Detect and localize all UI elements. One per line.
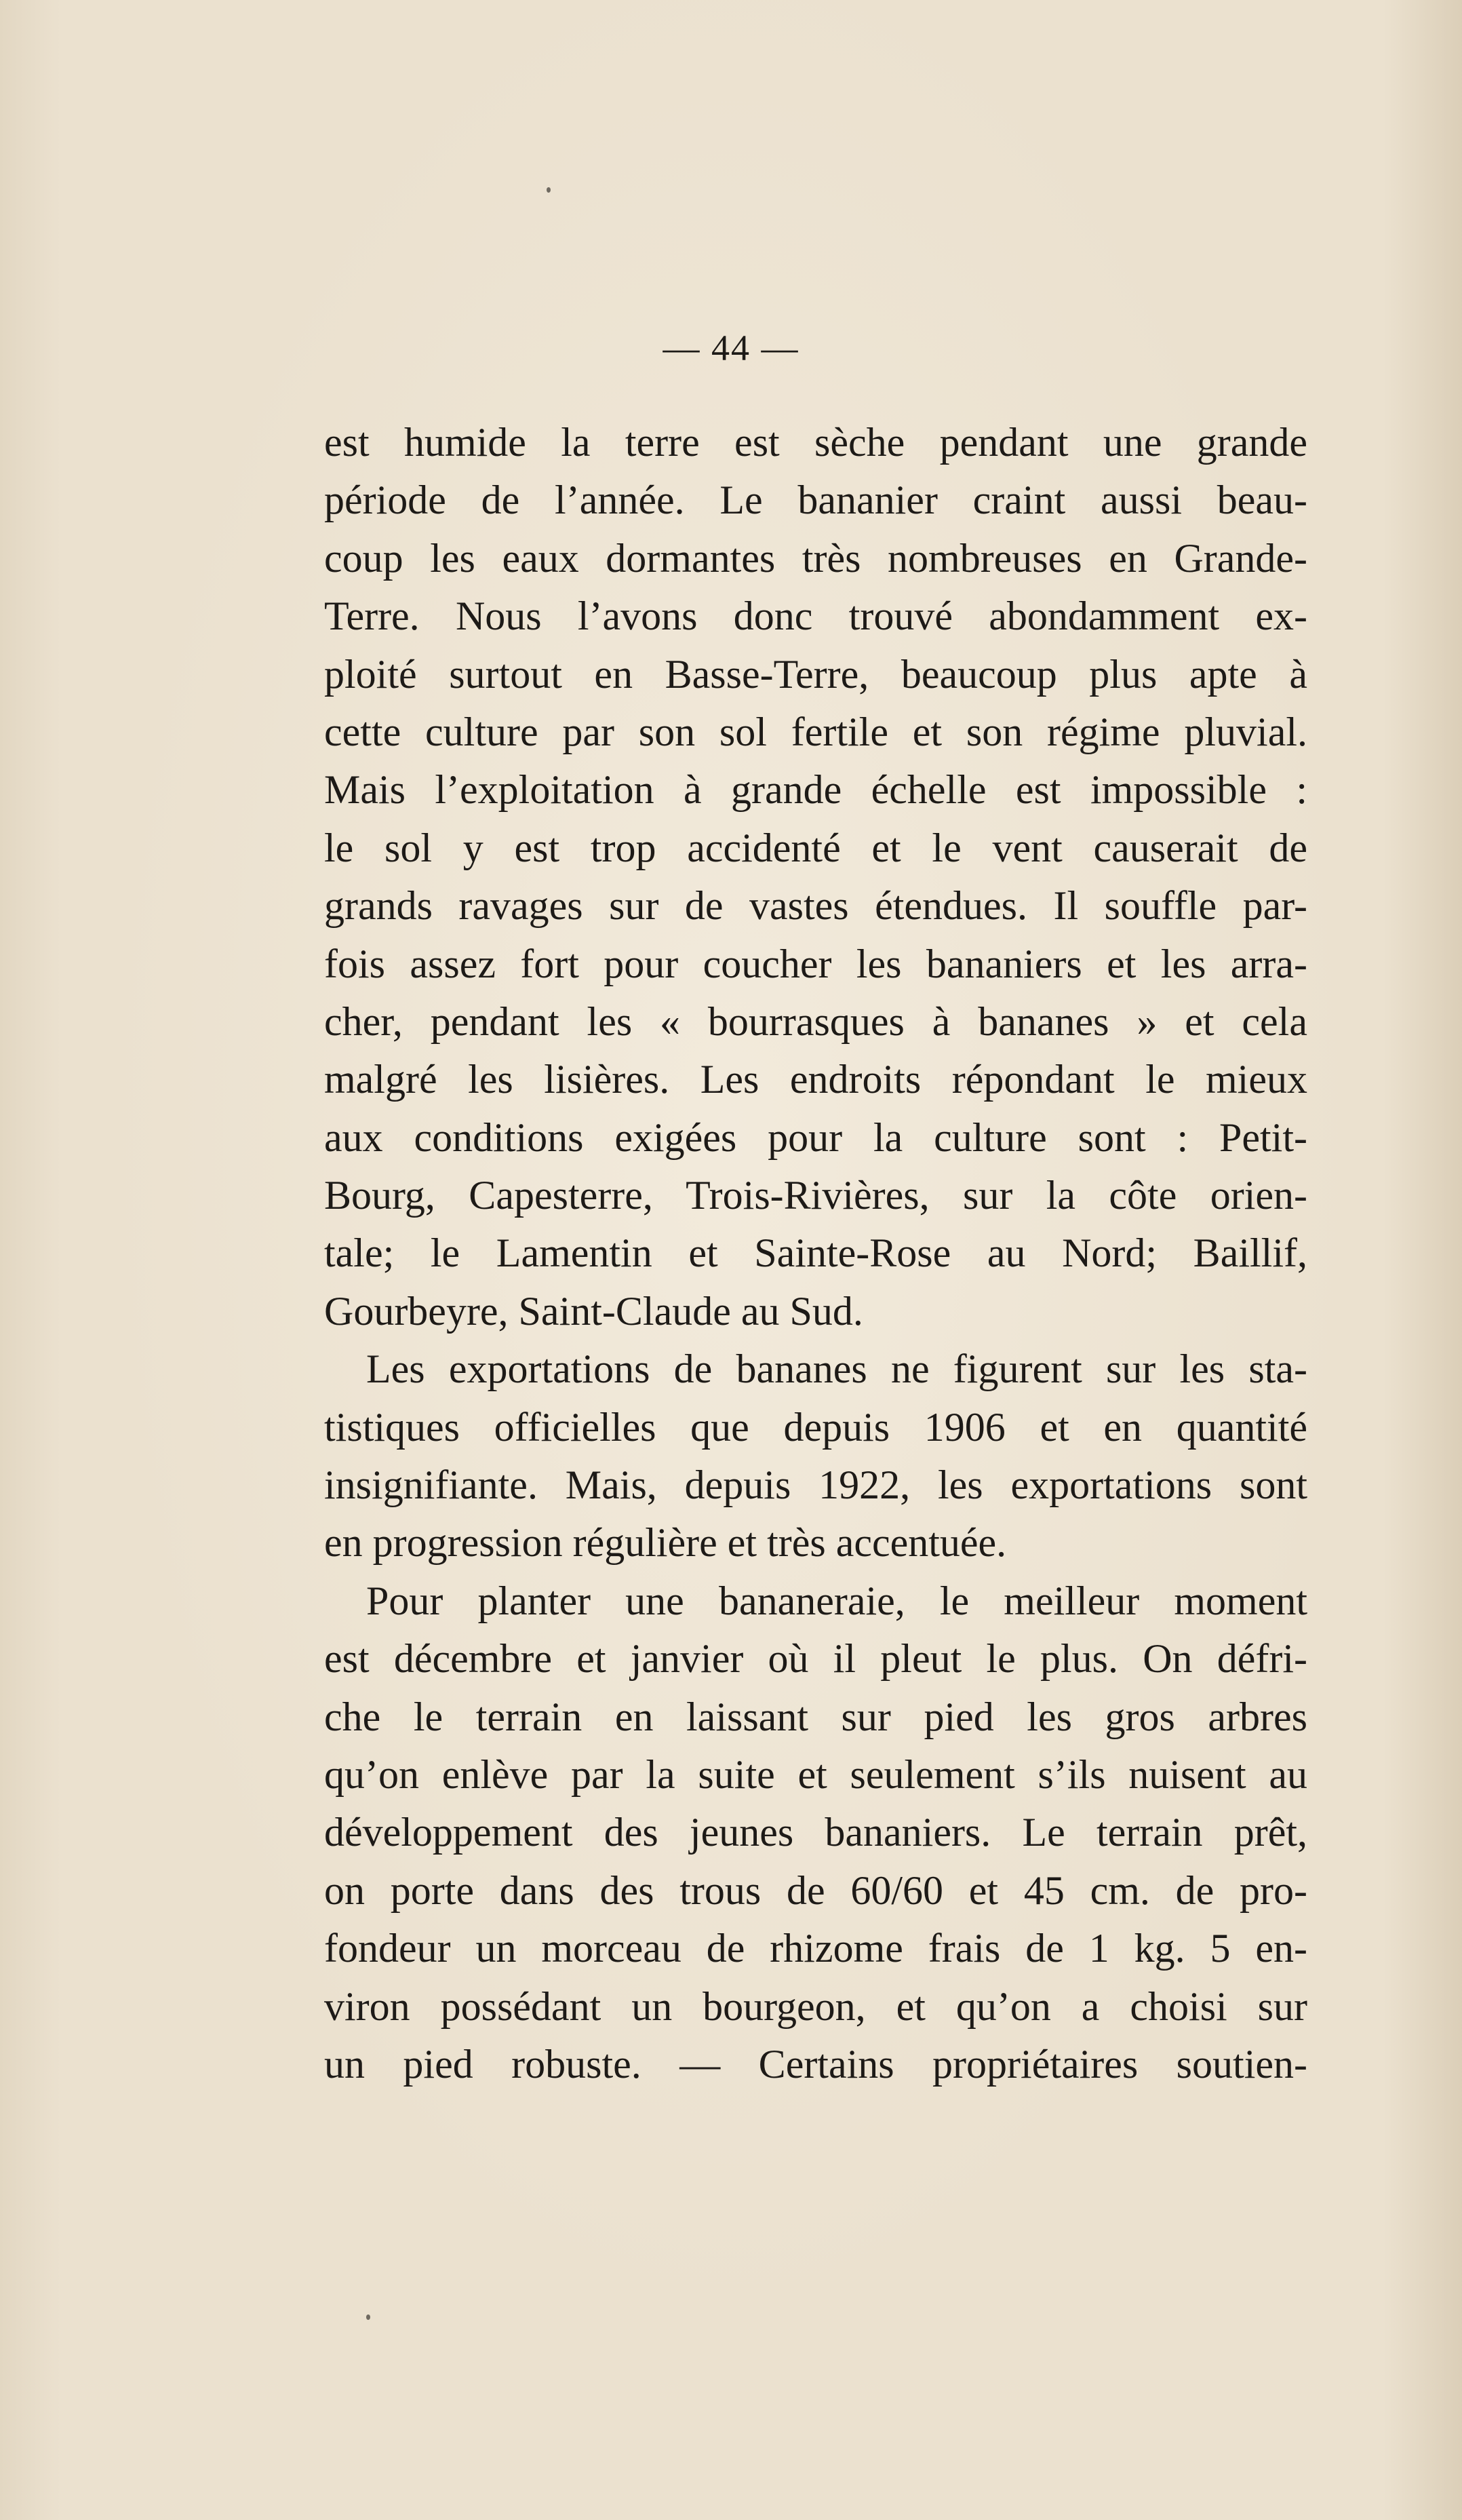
text-line: un pied robuste. — Certains propriétaires soutien-	[324, 2041, 1307, 2087]
text-line: est humide la terre est sèche pendant une grande	[324, 420, 1307, 465]
text-line: viron possédant un bourgeon, et qu’on a choisi sur	[324, 1983, 1307, 2029]
text-line: fondeur un morceau de rhizome frais de 1 kg. 5 en-	[324, 1926, 1307, 1971]
text-line: malgré les lisières. Les endroits répondant le mieux	[324, 1057, 1307, 1102]
text-line: cette culture par son sol fertile et son régime pluvial.	[324, 709, 1307, 754]
text-line: Mais l’exploitation à grande échelle est impossible :	[324, 767, 1307, 813]
ink-speck	[547, 187, 551, 193]
text-line: ploité surtout en Basse-Terre, beaucoup plus apte à	[324, 651, 1307, 697]
body-text	[324, 414, 1307, 2093]
text-line: Pour planter une bananeraie, le meilleur moment	[366, 1578, 1307, 1623]
page-number: — 44 —	[663, 328, 799, 368]
text-line: qu’on enlève par la suite et seulement s’ils nuisent au	[324, 1751, 1307, 1797]
ink-speck	[366, 2314, 370, 2320]
text-line: Bourg, Capesterre, Trois-Rivières, sur la côte orien-	[324, 1173, 1307, 1218]
text-line: coup les eaux dormantes très nombreuses en Grande-	[324, 535, 1307, 581]
text-line: cher, pendant les « bourrasques à bananes » et cela	[324, 999, 1307, 1044]
text-line: le sol y est trop accidenté et le vent causerait de	[324, 825, 1307, 870]
text-line: est décembre et janvier où il pleut le plus. On défri-	[324, 1636, 1307, 1682]
text-line: grands ravages sur de vastes étendues. Il souffle par-	[324, 883, 1307, 929]
text-line: Terre. Nous l’avons donc trouvé abondamment ex-	[324, 594, 1307, 639]
text-line: on porte dans des trous de 60/60 et 45 cm. de pro-	[324, 1867, 1307, 1913]
text-line: tale; le Lamentin et Sainte-Rose au Nord; Baillif,	[324, 1230, 1307, 1276]
text-line: développement des jeunes bananiers. Le terrain prêt,	[324, 1810, 1307, 1855]
text-line: che le terrain en laissant sur pied les gros arbres	[324, 1694, 1307, 1739]
text-line: aux conditions exigées pour la culture sont : Petit-	[324, 1114, 1307, 1160]
text-line: tistiques officielles que depuis 1906 et en quantité	[324, 1404, 1307, 1450]
text-line: insignifiante. Mais, depuis 1922, les exportations sont	[324, 1462, 1307, 1508]
text-line: fois assez fort pour coucher les bananiers et les arra-	[324, 941, 1307, 986]
text-line: période de l’année. Le bananier craint aussi beau-	[324, 478, 1307, 523]
text-line: en progression régulière et très accentuée.	[324, 1520, 1007, 1566]
text-line: Gourbeyre, Saint-Claude au Sud.	[324, 1288, 863, 1334]
text-line: Les exportations de bananes ne figurent sur les sta-	[366, 1346, 1307, 1392]
